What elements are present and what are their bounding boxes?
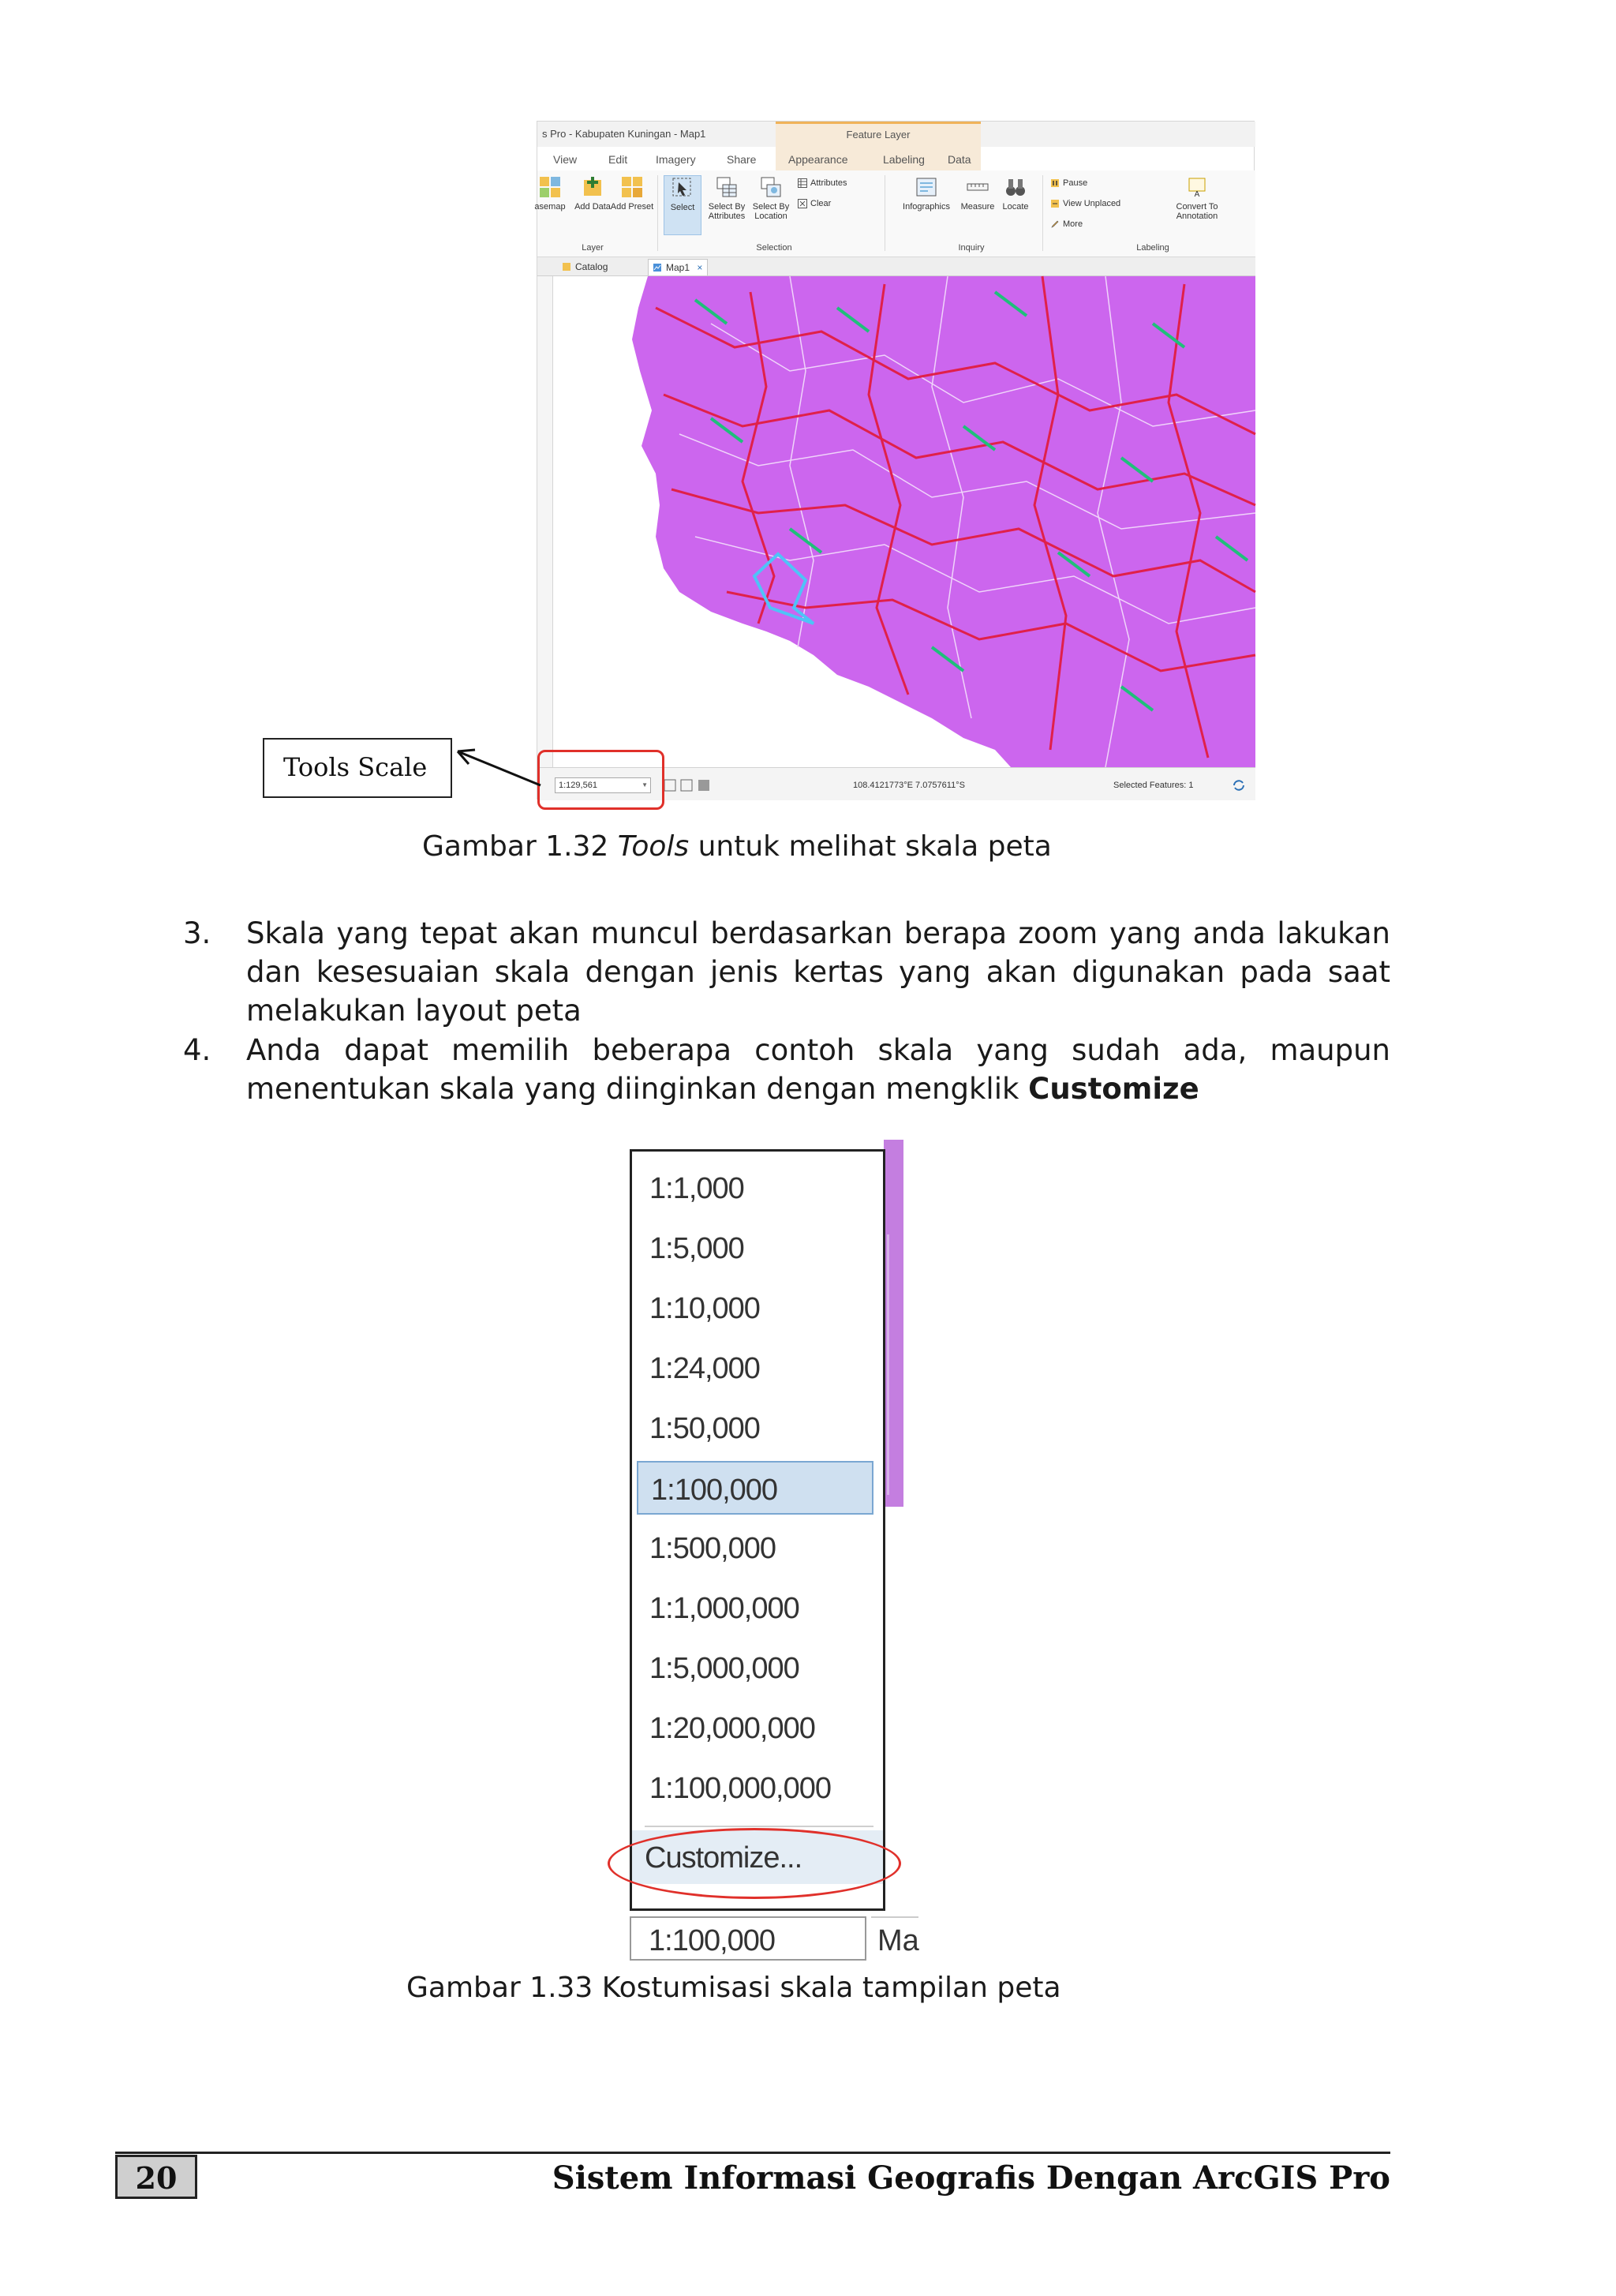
list-text-bold: Customize <box>1028 1072 1199 1106</box>
select-by-attributes-label: Select By Attributes <box>708 202 746 221</box>
group-label-layer: Layer <box>582 243 604 253</box>
infographics-icon <box>915 175 938 199</box>
tab-share[interactable]: Share <box>727 153 757 166</box>
select-by-location-label: Select By Location <box>752 202 790 221</box>
ribbon-separator <box>1042 175 1043 251</box>
tab-appearance[interactable]: Appearance <box>788 153 848 166</box>
caption1-italic: Tools <box>617 830 690 863</box>
attributes-table-icon <box>798 178 807 188</box>
svg-text:A: A <box>1194 190 1200 199</box>
clear-label: Clear <box>810 199 832 208</box>
infographics-label: Infographics <box>903 202 950 212</box>
selected-features-count[interactable]: Selected Features: 1 <box>1113 781 1194 790</box>
clear-selection-icon <box>798 199 807 208</box>
select-by-location-icon <box>759 175 783 199</box>
infographics-button[interactable] <box>897 175 956 212</box>
caption1-prefix: Gambar 1.32 <box>422 830 618 863</box>
scale-option[interactable]: 1:100,000,000 <box>649 1772 832 1805</box>
arcgis-pro-window <box>534 121 1255 800</box>
measure-label: Measure <box>960 202 995 212</box>
map-boundary-line <box>887 1234 889 1495</box>
list-text: Skala yang tepat akan muncul berdasarkan berapa zoom yang anda lakukan dan kesesuaian skala dengan jenis kertas yang akan digunakan pada saat melakukan layout peta <box>246 916 1390 1028</box>
figure-1-32-caption <box>422 830 1052 863</box>
select-button[interactable] <box>664 175 701 235</box>
ribbon <box>534 170 1255 257</box>
refresh-icon[interactable] <box>1232 778 1246 792</box>
tab-map1-label: Map1 <box>666 262 690 273</box>
pause-label: Pause <box>1063 178 1088 188</box>
select-by-location-button[interactable] <box>747 175 795 221</box>
tab-catalog[interactable] <box>558 259 612 275</box>
pause-labeling-button[interactable] <box>1050 178 1087 188</box>
list-text <box>246 1031 1390 1108</box>
caption1-suffix: untuk melihat skala peta <box>689 830 1052 863</box>
measure-button[interactable] <box>954 175 1001 212</box>
basemap-icon <box>538 175 562 199</box>
add-data-label: Add Data <box>574 202 611 212</box>
tab-map1[interactable] <box>648 259 708 275</box>
app-title: s Pro - Kabupaten Kuningan - Map1 <box>542 128 706 140</box>
group-label-selection: Selection <box>756 243 792 253</box>
select-cursor-icon <box>671 176 694 200</box>
locate-label: Locate <box>1002 202 1029 212</box>
basemap-label: asemap <box>534 202 566 212</box>
view-tab-strip <box>537 257 1255 276</box>
scale-highlight-circle <box>537 750 664 810</box>
customize-option[interactable]: Customize... <box>632 1830 883 1884</box>
menu-divider <box>645 1826 873 1827</box>
status-tools-icons[interactable] <box>664 779 711 792</box>
add-preset-label: Add Preset <box>610 202 654 212</box>
tab-imagery[interactable]: Imagery <box>656 153 696 166</box>
scale-option[interactable]: 1:500,000 <box>649 1532 776 1565</box>
ribbon-tabs <box>537 147 1255 170</box>
scale-option[interactable]: 1:5,000,000 <box>649 1652 799 1685</box>
locate-button[interactable] <box>995 175 1036 212</box>
scale-combobox[interactable]: 1:100,000 <box>630 1916 866 1961</box>
view-unplaced-button[interactable] <box>1050 199 1120 208</box>
figure-1-33-caption: Gambar 1.33 Kostumisasi skala tampilan peta <box>406 1972 1061 2004</box>
list-number: 3. <box>183 916 211 950</box>
clear-button[interactable] <box>798 199 831 208</box>
tab-edit[interactable]: Edit <box>608 153 628 166</box>
ribbon-separator <box>657 175 658 251</box>
scale-option[interactable]: 1:24,000 <box>649 1352 760 1385</box>
callout-label: Tools Scale <box>283 752 428 782</box>
attributes-label: Attributes <box>810 178 847 188</box>
measure-ruler-icon <box>966 175 989 199</box>
list-text-main: Anda dapat memilih beberapa contoh skala yang sudah ada, maupun menentukan skala yang diinginkan dengan mengklik <box>246 1033 1390 1106</box>
more-labeling-button[interactable] <box>1050 219 1083 229</box>
scale-option[interactable]: 1:50,000 <box>649 1412 760 1445</box>
tab-data[interactable]: Data <box>948 153 971 166</box>
convert-to-annotation-button[interactable] <box>1162 175 1232 221</box>
add-preset-icon <box>620 175 644 199</box>
scale-option[interactable]: 1:10,000 <box>649 1292 760 1325</box>
group-label-inquiry: Inquiry <box>958 243 985 253</box>
scale-option[interactable]: 1:1,000 <box>649 1172 744 1205</box>
group-label-labeling: Labeling <box>1136 243 1169 253</box>
scale-option[interactable]: 1:5,000 <box>649 1232 744 1265</box>
more-pencil-icon <box>1050 219 1060 229</box>
list-number: 4. <box>183 1033 211 1067</box>
tab-view[interactable]: View <box>553 153 578 166</box>
tab-catalog-label: Catalog <box>575 261 608 272</box>
add-data-icon <box>581 175 604 199</box>
tools-scale-callout <box>263 738 452 798</box>
convert-to-annotation-label: Convert To Annotation <box>1176 202 1218 221</box>
callout-arrow-icon <box>442 742 544 789</box>
select-label: Select <box>670 203 695 212</box>
context-tab-group-label: Feature Layer <box>846 129 911 140</box>
pause-icon <box>1050 178 1060 188</box>
select-by-attributes-icon <box>715 175 739 199</box>
binoculars-icon <box>1004 175 1027 199</box>
convert-annotation-icon <box>1185 175 1209 199</box>
scale-option-selected[interactable]: 1:100,000 <box>637 1461 873 1515</box>
view-unplaced-label: View Unplaced <box>1063 199 1121 208</box>
view-unplaced-icon <box>1050 199 1060 208</box>
map-icon <box>653 263 662 272</box>
coordinate-readout: 108.4121773°E 7.0757611°S <box>853 781 965 790</box>
left-pane-collapsed <box>537 276 553 767</box>
close-icon[interactable]: × <box>697 262 703 273</box>
customize-highlight-ellipse <box>608 1828 901 1899</box>
chevron-down-icon[interactable]: ▼ <box>642 781 648 788</box>
tab-labeling[interactable]: Labeling <box>883 153 925 166</box>
scale-dropdown-list <box>630 1149 885 1911</box>
running-title: Sistem Informasi Geografis Dengan ArcGIS Pro <box>552 2159 1390 2197</box>
select-by-attributes-button[interactable] <box>703 175 750 221</box>
more-label: More <box>1063 219 1083 229</box>
page-number: 20 <box>115 2155 197 2199</box>
add-preset-button[interactable] <box>608 175 656 212</box>
scale-value: 1:129,561 <box>559 781 597 790</box>
map-view[interactable] <box>553 276 1255 767</box>
basemap-button[interactable] <box>526 175 574 212</box>
scale-option[interactable]: 1:1,000,000 <box>649 1592 799 1625</box>
adjacent-control-label: Ma <box>871 1916 918 1961</box>
attributes-button[interactable] <box>798 178 847 188</box>
catalog-icon <box>562 262 571 272</box>
scale-option[interactable]: 1:20,000,000 <box>649 1712 815 1745</box>
footer-rule <box>115 2152 1390 2154</box>
